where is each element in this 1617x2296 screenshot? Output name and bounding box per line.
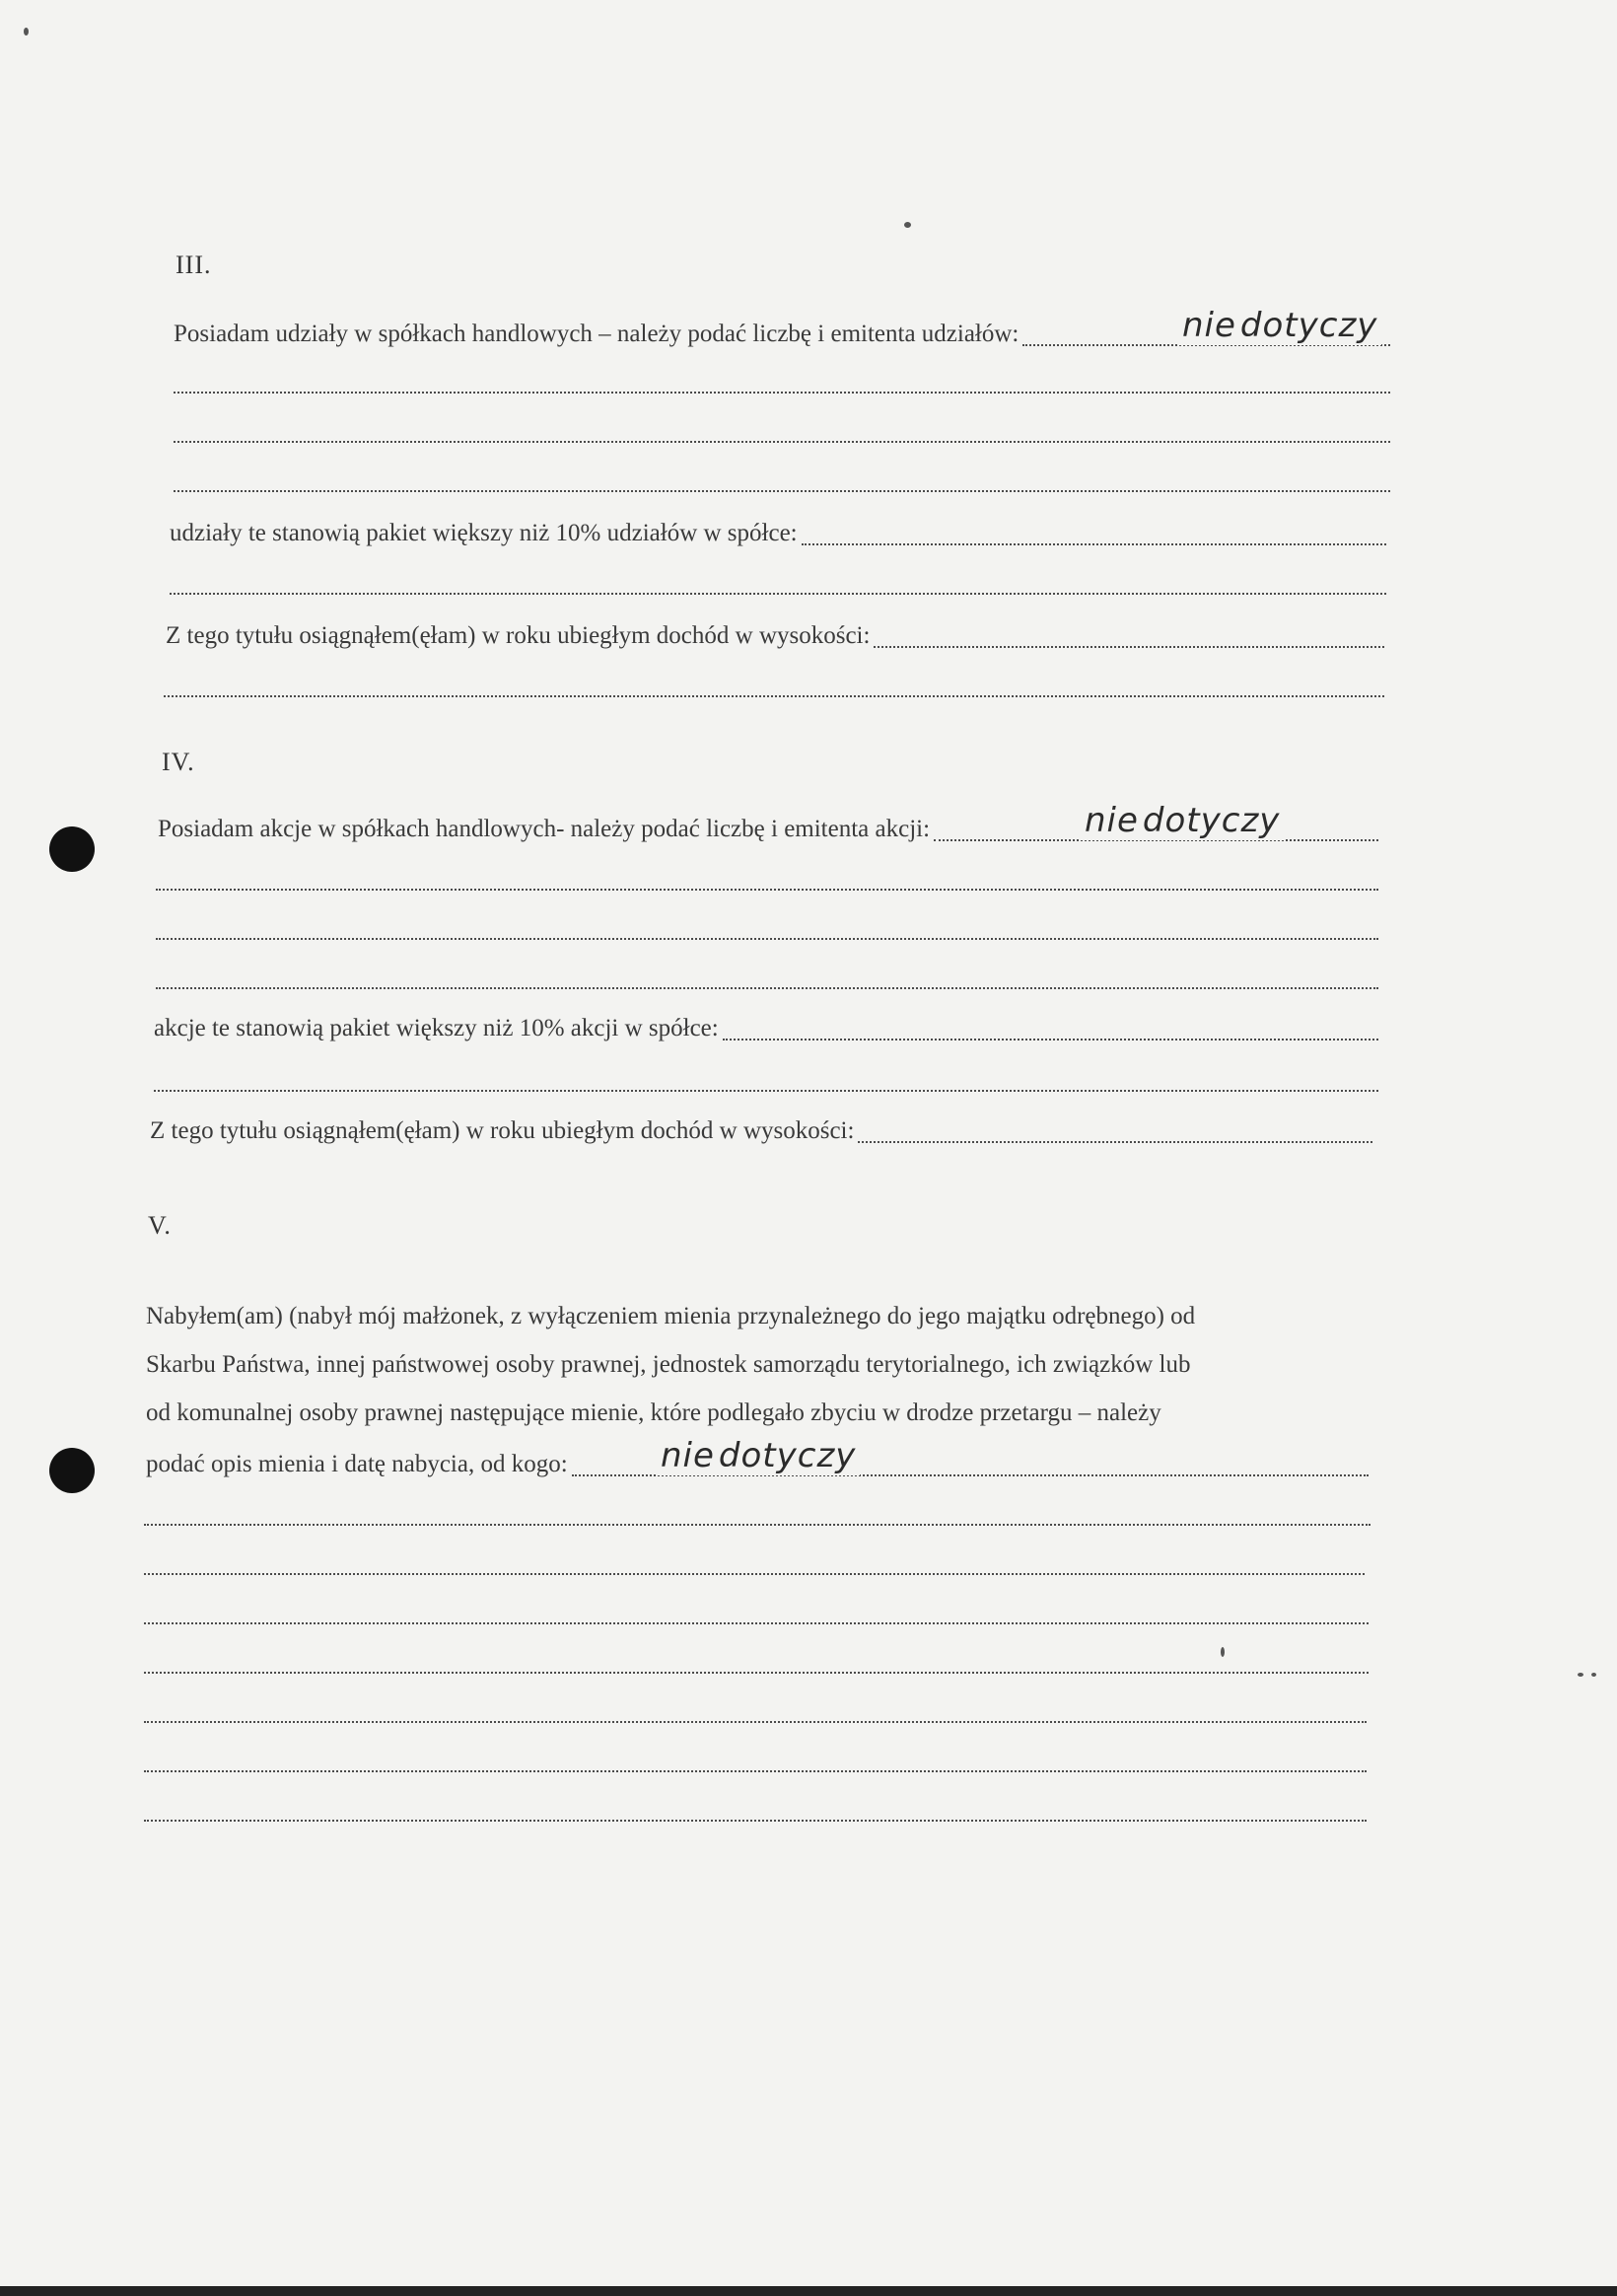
section-V-heading: V. [148,1211,172,1240]
s4-blank-line-1 [156,860,1378,894]
section-IV-heading: IV. [162,748,195,776]
s5-blank-line-7 [144,1791,1367,1825]
scan-bottom-edge [0,2286,1617,2296]
s5-paragraph [146,1292,1374,1437]
s3-blank-line-2 [174,412,1390,446]
s5-blank-line-1 [144,1495,1371,1529]
s5-blank-line-3 [144,1594,1369,1627]
s3-blank-line-4 [170,564,1386,598]
s3-answer-word-2: dotyczy [1239,306,1378,345]
s3-percent-question: udziały te stanowią pakiet większy niż 10% udziałów w spółce: [170,520,798,546]
s3-blank-line-3 [174,462,1390,495]
s3-blank-line-1 [174,363,1390,396]
s5-paragraph-line-2: Skarbu Państwa, innej państwowej osoby prawnej, jednostek samorządu terytorialnego, ich związków lub [146,1351,1191,1378]
s5-blank-line-5 [144,1692,1367,1726]
scan-speck [1578,1673,1583,1677]
s4-answer-word-2: dotyczy [1142,801,1281,840]
scan-speck [24,28,29,36]
s5-blank-line-6 [144,1742,1367,1775]
s3-blank-line-5 [164,667,1384,700]
s4-blank-line-3 [156,959,1378,992]
s3-income-question: Z tego tytułu osiągnąłem(ęłam) w roku ubiegłym dochód w wysokości: [166,622,871,649]
punch-hole-upper [49,826,95,872]
s4-income-line [150,1112,1372,1146]
s3-income-line [166,617,1384,651]
s4-handwritten-answer [1081,801,1284,840]
s4-answer-word-1: nie [1085,801,1139,840]
section-III-heading: III. [176,251,212,279]
s5-paragraph-line-1: Nabyłem(am) (nabył mój małżonek, z wyłączeniem mienia przynależnego do jego majątku odrębnego) od [146,1303,1196,1329]
s5-description-question: podać opis mienia i datę nabycia, od kogo: [146,1451,568,1477]
s4-percent-line [154,1010,1378,1043]
s4-blank-line-2 [156,909,1378,943]
scan-speck [1221,1647,1225,1657]
scan-speck [1591,1673,1596,1677]
s3-percent-line [170,515,1386,548]
s5-handwritten-answer [657,1436,860,1475]
s5-answer-word-1: nie [661,1436,715,1475]
scan-speck [904,222,911,228]
s5-answer-word-2: dotyczy [718,1436,857,1475]
s4-income-question: Z tego tytułu osiągnąłem(ęłam) w roku ubiegłym dochód w wysokości: [150,1117,855,1144]
s4-blank-line-4 [154,1061,1378,1095]
s3-answer-word-1: nie [1182,306,1236,345]
s4-stocks-question: Posiadam akcje w spółkach handlowych- należy podać liczbę i emitenta akcji: [158,816,931,842]
s5-paragraph-line-3: od komunalnej osoby prawnej następujące mienie, które podlegało zbyciu w drodze przetargu – należy [146,1399,1161,1426]
s4-percent-question: akcje te stanowią pakiet większy niż 10% akcji w spółce: [154,1015,719,1041]
s5-blank-line-2 [144,1544,1365,1578]
punch-hole-lower [49,1448,95,1493]
s3-handwritten-answer [1178,306,1381,345]
s5-blank-line-4 [144,1643,1369,1677]
s3-shares-question: Posiadam udziały w spółkach handlowych – należy podać liczbę i emitenta udziałów: [174,321,1019,347]
